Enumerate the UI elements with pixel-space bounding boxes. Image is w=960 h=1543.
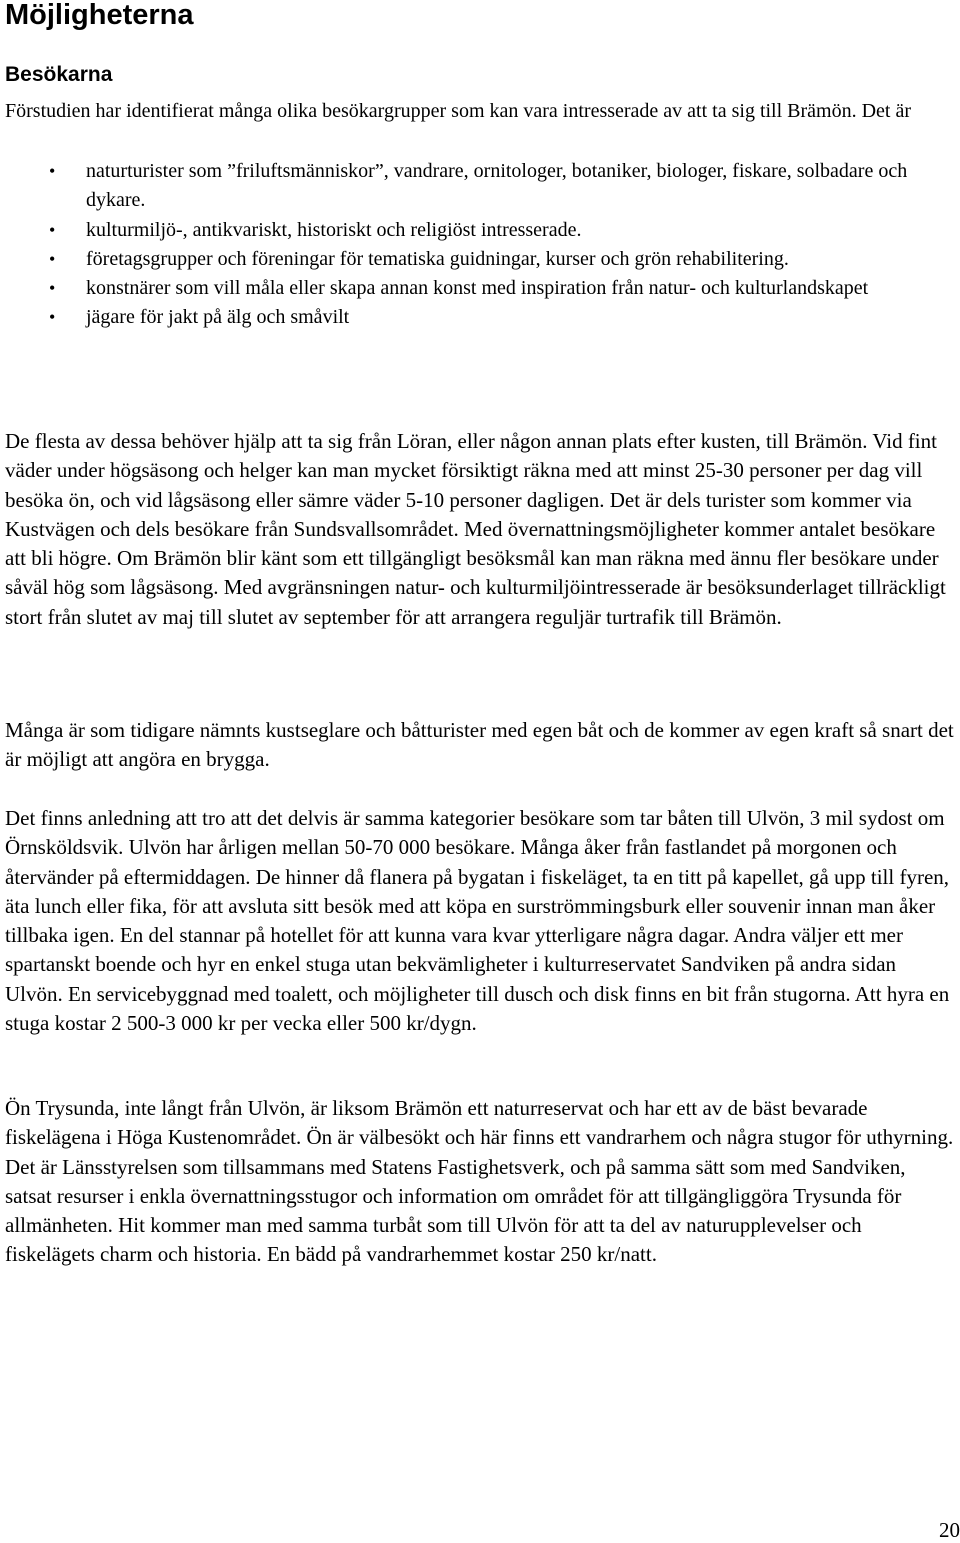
list-item-text: företagsgrupper och föreningar för tematiska guidningar, kurser och grön rehabilitering. <box>86 247 789 270</box>
section-heading: Besökarna <box>5 63 113 86</box>
list-item <box>0 274 950 303</box>
list-item-text: jägare för jakt på älg och småvilt <box>86 306 350 329</box>
list-item-text: kulturmiljö-, antikvariskt, historiskt och religiöst intresserade. <box>86 218 582 241</box>
list-item <box>0 216 950 245</box>
list-item <box>0 245 950 274</box>
list-item <box>0 303 950 332</box>
page-title: Möjligheterna <box>5 0 194 31</box>
body-paragraph: Det finns anledning att tro att det delvis är samma kategorier besökare som tar båten till Ulvön, 3 mil sydost om Örnsköldsvik. Ulvön har årligen mellan 50-70 000 besökare. Många åker från fastlandet på morgonen och återvänder på eftermiddagen. De hinner då flanera på bygatan i fiskeläget, ta en titt på kapellet, gå upp till fyren, äta lunch eller fika, för att avsluta sitt besök med att köpa en surströmmingsburk eller souvenir innan man åker tillbaka igen. En del stannar på hotellet för att kunna vara kvar ytterligare några dagar. Andra väljer ett mer spartanskt boende och hyr en enkel stuga utan bekvämligheter i kulturreservatet Sandviken på andra sidan Ulvön. En servicebyggnad med toalett, och möjligheter till dusch och disk finns en bit från stugorna. Att hyra en stuga kostar 2 500-3 000 kr per vecka eller 500 kr/dygn. <box>5 806 950 1036</box>
body-paragraph: Ön Trysunda, inte långt från Ulvön, är liksom Brämön ett naturreservat och har ett av de bäst bevarade fiskelägena i Höga Kustenområdet. Ön är välbesökt och här finns ett vandrarhem och några stugor för uthyrning. Det är Länsstyrelsen som tillsammans med Statens Fastighetsverk, och på samma sätt som med Sandviken, satsat resurser i enkla övernattningsstugor och information om området för att tillgängliggöra Trysunda för allmänheten. Hit kommer man med samma turbåt som till Ulvön för att ta del av naturupplevelser och fiskelägets charm och historia. En bädd på vandrarhemmet kostar 250 kr/natt. <box>5 1096 954 1267</box>
body-paragraph: Många är som tidigare nämnts kustseglare och båtturister med egen båt och de kommer av egen kraft så snart det är möjligt att angöra en brygga. <box>5 718 954 772</box>
list-item-text: konstnärer som vill måla eller skapa annan konst med inspiration från natur- och kulturlandskapet <box>86 277 869 300</box>
bullet-icon: • <box>49 278 56 299</box>
page-number: 20 <box>939 1518 960 1542</box>
list-item-text: naturturister som ”friluftsmänniskor”, vandrare, ornitologer, botaniker, biologer, fiskare, solbadare och dykare. <box>86 160 908 212</box>
body-paragraph: De flesta av dessa behöver hjälp att ta sig från Löran, eller någon annan plats efter kusten, till Brämön. Vid fint väder under högsäsong och helger kan man mycket försiktigt räkna med att minst 25-30 personer per dag vill besöka ön, och vid lågsäsong eller sämre väder 5-10 personer dagligen. Det är dels turister som kommer via Kustvägen och dels besökare från Sundsvallsområdet. Med övernattningsmöjligheter kommer antalet besökare att bli högre. Om Brämön blir känt som ett tillgängligt besöksmål kan man räkna med ännu fler besökare under såväl hög som lågsäsong. Med avgränsningen natur- och kulturmiljöintresserade är besöksunderlaget tillräckligt stort från slutet av maj till slutet av september för att arrangera reguljär turtrafik till Brämön. <box>5 429 946 629</box>
list-item <box>0 157 950 216</box>
bullet-icon: • <box>49 248 56 269</box>
visitor-groups-list <box>0 157 950 333</box>
intro-paragraph: Förstudien har identifierat många olika besökargrupper som kan vara intresserade av att ta sig till Brämön. Det är <box>5 100 912 122</box>
bullet-icon: • <box>49 219 56 240</box>
bullet-icon: • <box>49 307 56 328</box>
bullet-icon: • <box>49 161 56 181</box>
